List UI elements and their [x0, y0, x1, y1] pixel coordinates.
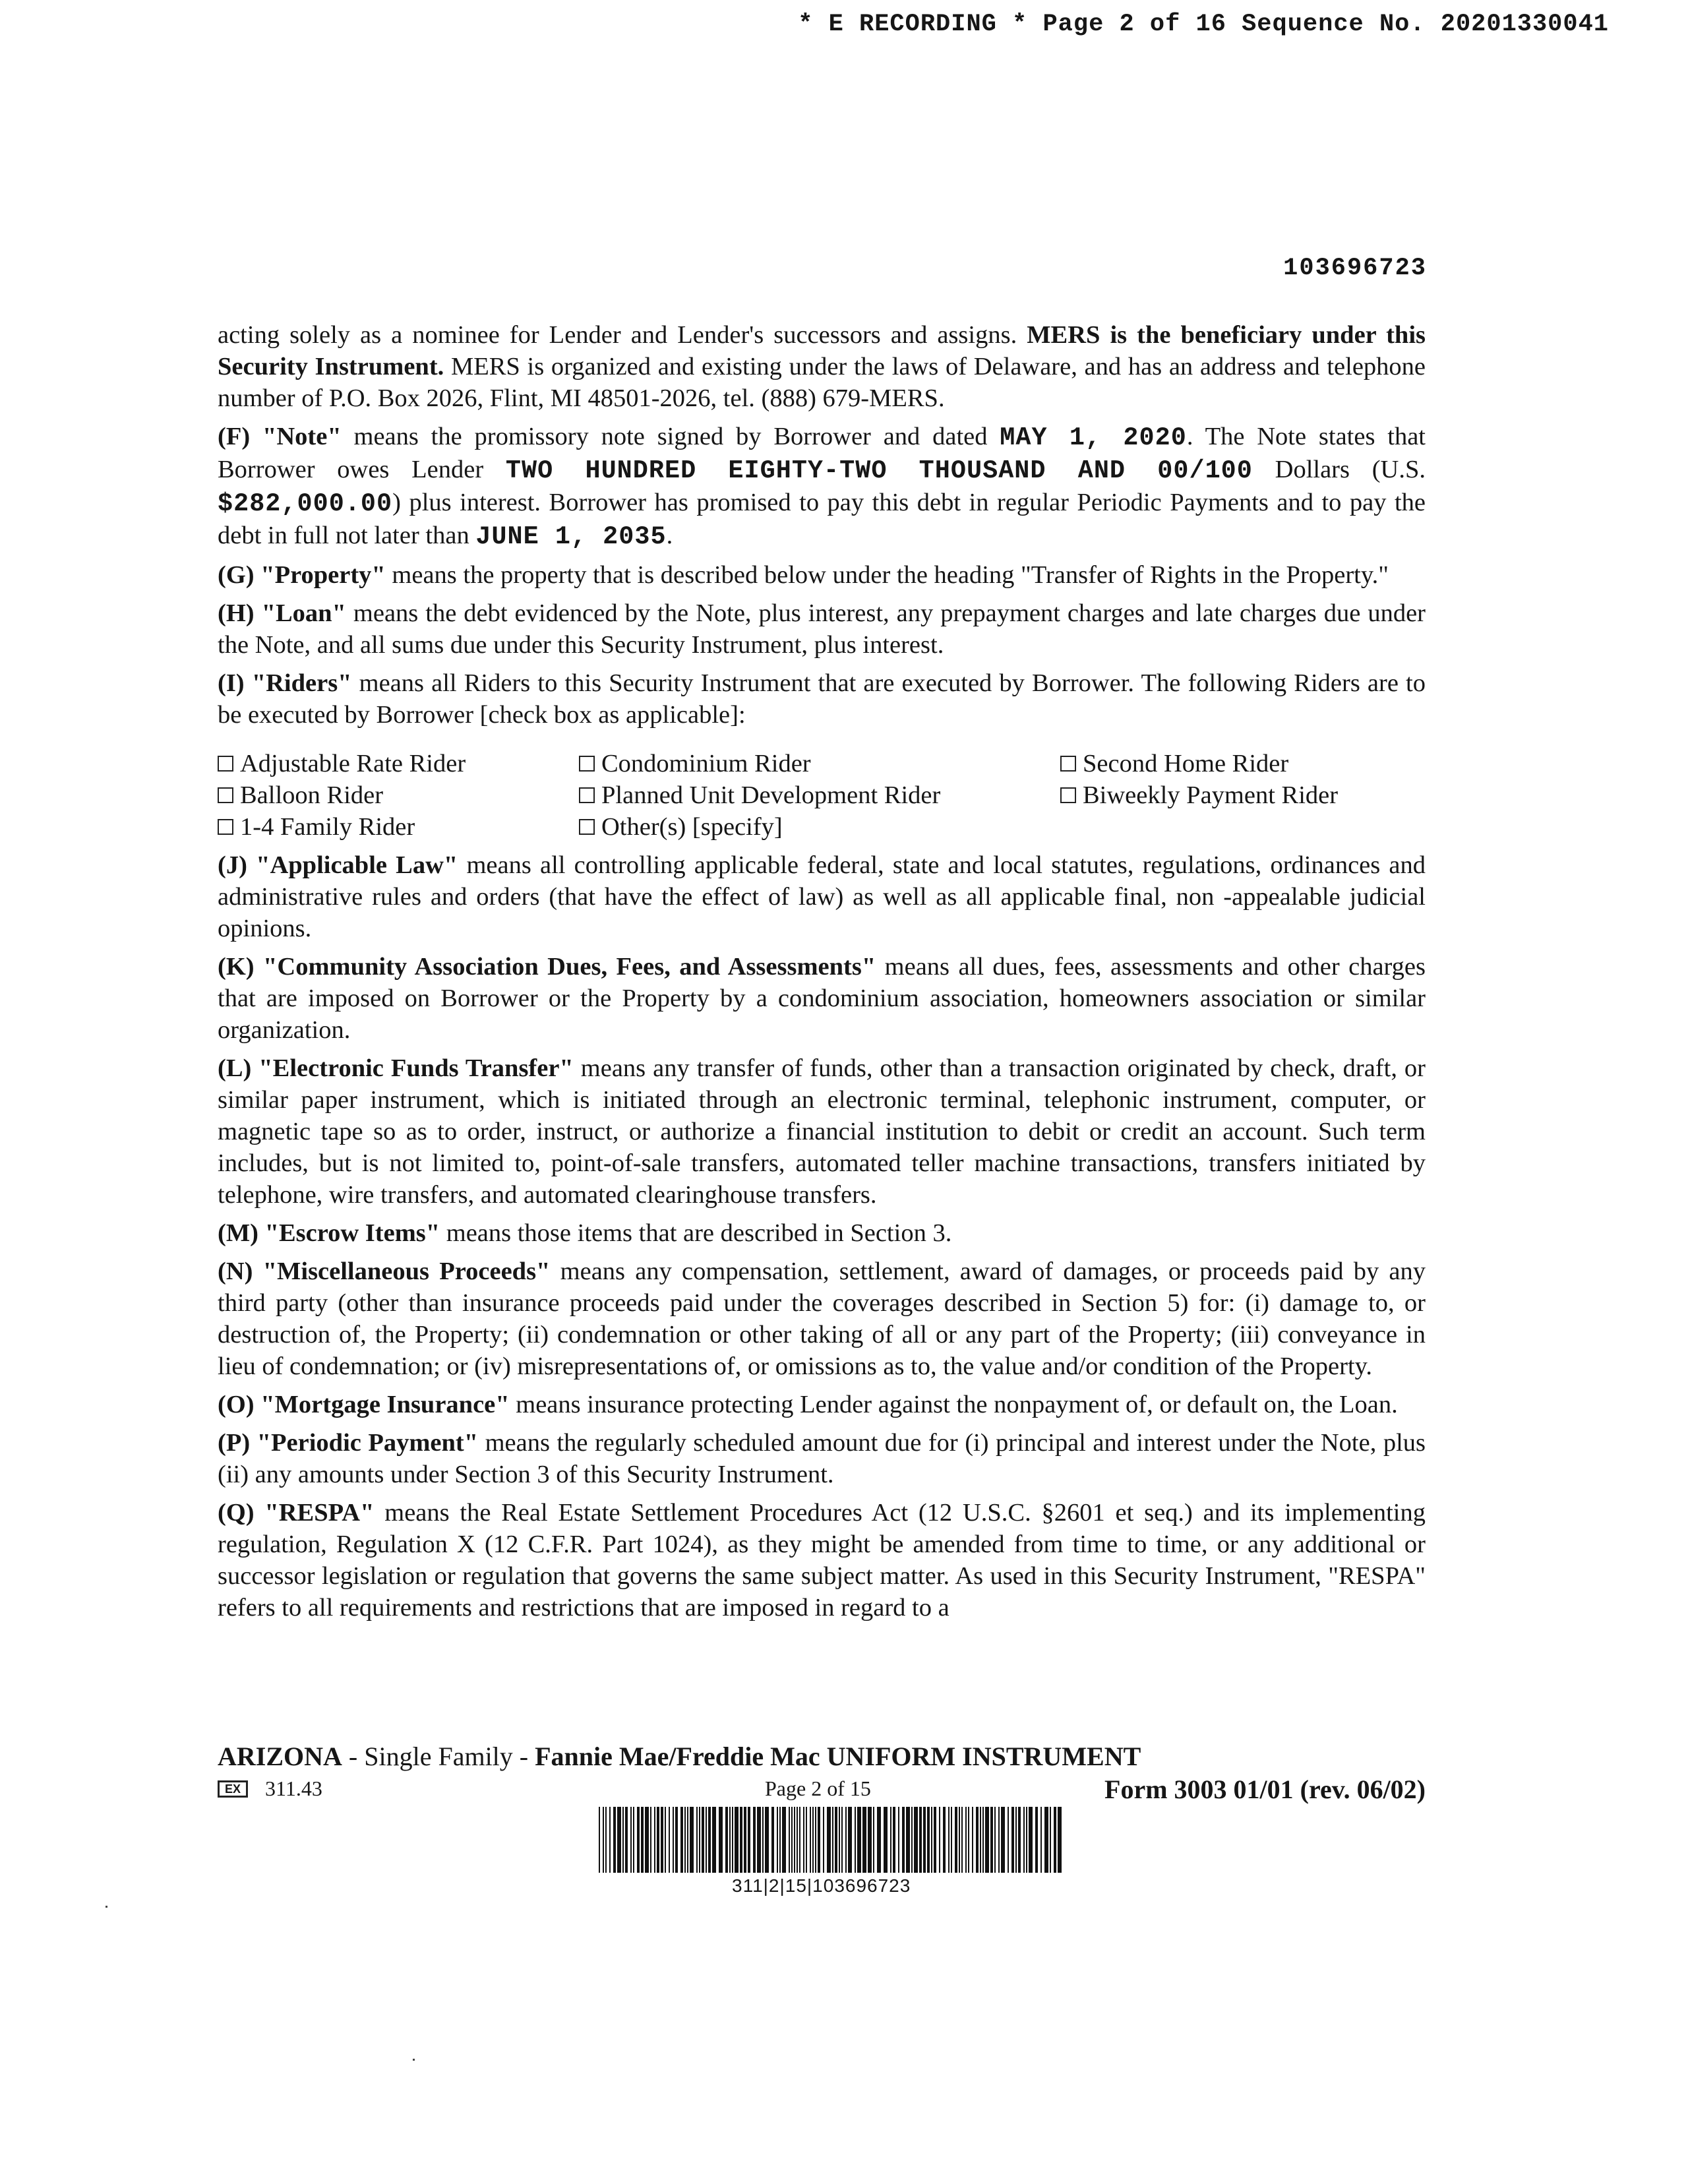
barcode-bar [911, 1807, 913, 1873]
barcode-bar [687, 1807, 688, 1873]
barcode-bar [1050, 1807, 1051, 1873]
barcode-bar [732, 1807, 733, 1873]
barcode-bar [980, 1807, 981, 1873]
paragraph-misc-proceeds [218, 1256, 1426, 1382]
barcode-bar [633, 1807, 634, 1873]
barcode-bar [617, 1807, 621, 1873]
barcode-bar [898, 1807, 899, 1873]
barcode-bar [1040, 1807, 1042, 1873]
checkbox-empty-icon[interactable] [218, 756, 233, 772]
rider-planned-unit-development[interactable] [579, 779, 1060, 811]
paragraph-loan [218, 597, 1426, 661]
paragraph-escrow-items [218, 1217, 1426, 1249]
paragraph-periodic-payment [218, 1427, 1426, 1490]
barcode-bar [740, 1807, 742, 1873]
barcode-bar [696, 1807, 698, 1873]
rider-others[interactable] [579, 811, 1060, 843]
paragraph-mortgage-insurance [218, 1389, 1426, 1420]
barcode-bar [1008, 1807, 1009, 1873]
barcode-bar [777, 1807, 778, 1873]
barcode [599, 1807, 1062, 1873]
rider-label: Other(s) [specify] [601, 813, 783, 841]
barcode-bar [948, 1807, 950, 1873]
barcode-bar [794, 1807, 795, 1873]
intro-text: acting solely as a nominee for Lender and Lender's successors and assigns. [218, 321, 1027, 349]
barcode-bar [998, 1807, 1000, 1873]
barcode-bar [845, 1807, 847, 1873]
rider-1-4-family[interactable] [218, 811, 579, 843]
barcode-bar [665, 1807, 666, 1873]
rider-adjustable-rate[interactable] [218, 748, 579, 779]
definition-text: means the regularly scheduled amount due for (i) principal and interest under the Note, plus (ii) any amounts under Section 3 of this Security Instrument. [218, 1429, 1426, 1488]
barcode-bar [782, 1807, 786, 1873]
barcode-bar [931, 1807, 932, 1873]
rider-balloon[interactable] [218, 779, 579, 811]
barcode-bar [675, 1807, 678, 1873]
note-text: ) plus interest. Borrower has promised to pay this debt in regular Periodic Payments and to pay the debt in full not later than [218, 489, 1426, 549]
barcode-bar [823, 1807, 824, 1873]
barcode-bar [1011, 1807, 1014, 1873]
paragraph-community-dues [218, 951, 1426, 1046]
definition-text: means any compensation, settlement, award of damages, or proceeds paid by any third party (other than insurance proceeds paid under the coverages described in Section 5) for: (i) damage to, or destruction of, the Property; (ii) condemnation or other taking of all or any part of the Property; (iii) conveyance in lieu of condemnation; or (iv) misrepresentations of, or omissions as to, the value and/or condition of the Property. [218, 1258, 1426, 1380]
rider-label: Second Home Rider [1083, 750, 1289, 777]
barcode-bar [1018, 1807, 1021, 1873]
barcode-bar [725, 1807, 728, 1873]
barcode-bar [779, 1807, 781, 1873]
barcode-bar [1054, 1807, 1056, 1873]
checkbox-empty-icon[interactable] [218, 787, 233, 803]
barcode-bar [855, 1807, 856, 1873]
barcode-bar [661, 1807, 663, 1873]
rider-label: Balloon Rider [240, 781, 384, 809]
rider-second-home[interactable] [1060, 748, 1426, 779]
loan-number: 103696723 [1283, 255, 1427, 282]
barcode-bar [835, 1807, 837, 1873]
definition-text: means those items that are described in Section 3. [440, 1219, 952, 1247]
barcode-bar [630, 1807, 632, 1873]
barcode-bar [1001, 1807, 1005, 1873]
paragraph-eft [218, 1052, 1426, 1211]
barcode-bar [884, 1807, 888, 1873]
barcode-bar [827, 1807, 831, 1873]
barcode-bar [748, 1807, 750, 1873]
barcode-bar [951, 1807, 952, 1873]
barcode-bar [735, 1807, 738, 1873]
barcode-bar [622, 1807, 624, 1873]
barcode-bar [972, 1807, 973, 1873]
barcode-bar [868, 1807, 872, 1873]
barcode-bar [906, 1807, 910, 1873]
barcode-bar [961, 1807, 963, 1873]
note-text: Dollars (U.S. [1252, 456, 1426, 483]
barcode-bar [893, 1807, 895, 1873]
form-code: 311.43 [265, 1776, 322, 1800]
barcode-bar [990, 1807, 993, 1873]
barcode-bar [1015, 1807, 1017, 1873]
barcode-bar [690, 1807, 694, 1873]
barcode-bar [654, 1807, 655, 1873]
barcode-bar [645, 1807, 649, 1873]
barcode-bar [994, 1807, 996, 1873]
barcode-bar [976, 1807, 979, 1873]
barcode-bar [839, 1807, 840, 1873]
checkbox-empty-icon[interactable] [218, 819, 233, 835]
barcode-bar [914, 1807, 918, 1873]
barcode-bar [943, 1807, 946, 1873]
rider-label: Condominium Rider [601, 750, 811, 777]
rider-label: Planned Unit Development Rider [601, 781, 941, 809]
rider-label: 1-4 Family Rider [240, 813, 415, 841]
barcode-bar [669, 1807, 670, 1873]
barcode-bar [684, 1807, 686, 1873]
rider-condominium[interactable] [579, 748, 1060, 779]
barcode-bar [939, 1807, 940, 1873]
rider-label: Adjustable Rate Rider [240, 750, 466, 777]
definition-text: means all dues, fees, assessments and other charges that are imposed on Borrower or the Property by a condominium association, homeowners association or similar organization. [218, 953, 1426, 1044]
term-eft: (L) "Electronic Funds Transfer" [218, 1054, 574, 1082]
barcode-bar [625, 1807, 628, 1873]
scan-speck [106, 1906, 107, 1908]
note-text: . The Note states that Borrower owes Lender [218, 423, 1426, 483]
rider-label: Biweekly Payment Rider [1083, 781, 1339, 809]
form-number: Form 3003 01/01 (rev. 06/02) [1104, 1774, 1426, 1804]
paragraph-note [218, 421, 1426, 553]
barcode-bar [729, 1807, 731, 1873]
barcode-bar [862, 1807, 866, 1873]
term-property: (G) "Property" [218, 561, 386, 589]
footer-state: ARIZONA [218, 1742, 342, 1771]
rider-biweekly-payment[interactable] [1060, 779, 1426, 811]
barcode-bar [841, 1807, 843, 1873]
barcode-bar [1035, 1807, 1038, 1873]
barcode-bar [890, 1807, 891, 1873]
paragraph-property [218, 559, 1426, 591]
barcode-bar [609, 1807, 611, 1873]
barcode-bar [934, 1807, 936, 1873]
barcode-bar [815, 1807, 816, 1873]
definition-text: means the Real Estate Settlement Procedures Act (12 U.S.C. §2601 et seq.) and its implementing regulation, Regulation X (12 C.F.R. Part 1024), as they might be amended from time to time, or any additional or successor legislation or regulation that governs the same subject matter. As used in this Security Instrument, "RESPA" refers to all requirements and restrictions that are imposed in regard to a [218, 1499, 1426, 1622]
barcode-bar [765, 1807, 769, 1873]
barcode-bar [613, 1807, 616, 1873]
footer-title [218, 1741, 1141, 1772]
barcode-bar [968, 1807, 969, 1873]
barcode-bar [603, 1807, 604, 1873]
barcode-bar [791, 1807, 793, 1873]
mers-address-text: MERS is organized and existing under the laws of Delaware, and has an address and telephone number of P.O. Box 2026, Flint, MI 48501-2026, tel. (888) 679-MERS. [218, 353, 1426, 412]
barcode-bar [959, 1807, 960, 1873]
barcode-bar [799, 1807, 800, 1873]
term-escrow-items: (M) "Escrow Items" [218, 1219, 440, 1247]
barcode-bar [982, 1807, 984, 1873]
barcode-bar [789, 1807, 790, 1873]
page-number: Page 2 of 15 [765, 1776, 871, 1800]
term-respa: (Q) "RESPA" [218, 1499, 375, 1527]
barcode-bar [1029, 1807, 1033, 1873]
barcode-bar [753, 1807, 756, 1873]
recording-header: * E RECORDING * Page 2 of 16 Sequence No. 20201330041 [798, 11, 1609, 38]
barcode-bar [806, 1807, 807, 1873]
barcode-bar [965, 1807, 967, 1873]
barcode-bar [923, 1807, 926, 1873]
term-applicable-law: (J) "Applicable Law" [218, 851, 458, 879]
barcode-bar [708, 1807, 711, 1873]
barcode-bar [657, 1807, 659, 1873]
barcode-bar [818, 1807, 820, 1873]
note-date: MAY 1, 2020 [1000, 423, 1187, 452]
definition-text: means the property that is described below under the heading "Transfer of Rights in the Property." [385, 561, 1389, 589]
barcode-bar [1023, 1807, 1025, 1873]
checkbox-empty-icon[interactable] [579, 819, 595, 835]
barcode-bar [919, 1807, 922, 1873]
maturity-date: JUNE 1, 2035 [475, 522, 667, 551]
paragraph-respa [218, 1497, 1426, 1623]
definition-text: means insurance protecting Lender against the nonpayment of, or default on, the Loan. [509, 1391, 1398, 1418]
barcode-bar [650, 1807, 651, 1873]
term-periodic-payment: (P) "Periodic Payment" [218, 1429, 479, 1457]
barcode-bar [812, 1807, 814, 1873]
barcode-bar [680, 1807, 683, 1873]
paragraph-applicable-law [218, 849, 1426, 944]
term-note: (F) "Note" [218, 423, 342, 450]
barcode-bar [832, 1807, 833, 1873]
barcode-bar [873, 1807, 874, 1873]
note-text: means the promissory note signed by Borrower and dated [341, 423, 1000, 450]
barcode-bar [599, 1807, 600, 1873]
barcode-bar [712, 1807, 716, 1873]
riders-checklist [218, 748, 1426, 843]
checkbox-empty-icon[interactable] [579, 787, 595, 803]
barcode-bar [719, 1807, 723, 1873]
mers-beneficiary-text: MERS is the beneficiary under this Security Instrument. [218, 321, 1426, 380]
footer-uniform-instrument: Fannie Mae/Freddie Mac UNIFORM INSTRUMENT [535, 1742, 1141, 1771]
barcode-bar [771, 1807, 774, 1873]
checkbox-empty-icon[interactable] [1060, 756, 1076, 772]
ex-logo-icon: EX [218, 1780, 248, 1798]
definition-text: means all Riders to this Security Instrument that are executed by Borrower. The following Riders are to be executed by Borrower [check box as applicable]: [218, 669, 1426, 729]
barcode-bar [762, 1807, 764, 1873]
barcode-bar [699, 1807, 700, 1873]
definition-text: means the debt evidenced by the Note, plus interest, any prepayment charges and late charges due under the Note, and all sums due under this Security Instrument, plus interest. [218, 599, 1426, 659]
definition-text: means all controlling applicable federal, state and local statutes, regulations, ordinances and administrative rules and orders (that have the effect of law) as well as all applicable final, non -appealable judicial opinions. [218, 851, 1426, 942]
barcode-bar [702, 1807, 704, 1873]
loan-amount-words: TWO HUNDRED EIGHTY-TWO THOUSAND AND 00/100 [505, 456, 1253, 485]
term-loan: (H) "Loan" [218, 599, 346, 627]
document-body [218, 319, 1426, 1630]
paragraph-riders [218, 667, 1426, 731]
barcode-bar [985, 1807, 989, 1873]
barcode-bar [744, 1807, 746, 1873]
definition-text: means any transfer of funds, other than a transaction originated by check, draft, or similar paper instrument, which is initiated through an electronic terminal, telephonic instrument, computer, or magnetic tape so as to order, instruct, or authorize a financial institution to debit or credit an account. Such term includes, but is not limited to, point-of-sale transfers, automated teller machine transactions, transfers initiated by telephone, wire transfers, and automated clearinghouse transfers. [218, 1054, 1426, 1209]
scan-speck [413, 2059, 415, 2061]
barcode-bar [605, 1807, 607, 1873]
loan-amount: $282,000.00 [218, 489, 393, 518]
barcode-bar [848, 1807, 852, 1873]
checkbox-empty-icon[interactable] [579, 756, 595, 772]
barcode-bar [673, 1807, 674, 1873]
footer-text: - Single Family - [342, 1742, 535, 1771]
barcode-bar [757, 1807, 761, 1873]
note-text: . [666, 522, 673, 549]
barcode-bar [857, 1807, 861, 1873]
barcode-bar [810, 1807, 811, 1873]
barcode-bar [641, 1807, 644, 1873]
barcode-bar [803, 1807, 804, 1873]
term-misc-proceeds: (N) "Miscellaneous Proceeds" [218, 1258, 551, 1285]
barcode-bar [902, 1807, 905, 1873]
barcode-text: 311|2|15|103696723 [732, 1875, 911, 1896]
term-riders: (I) "Riders" [218, 669, 352, 697]
term-community-dues: (K) "Community Association Dues, Fees, and Assessments" [218, 953, 876, 981]
term-mortgage-insurance: (O) "Mortgage Insurance" [218, 1391, 510, 1418]
checkbox-empty-icon[interactable] [1060, 787, 1076, 803]
barcode-bar [1058, 1807, 1062, 1873]
barcode-bar [877, 1807, 881, 1873]
barcode-bar [1044, 1807, 1048, 1873]
barcode-bar [955, 1807, 957, 1873]
barcode-bar [637, 1807, 640, 1873]
barcode-bar [927, 1807, 930, 1873]
paragraph-intro [218, 319, 1426, 414]
barcode-bar [797, 1807, 798, 1873]
barcode-bar [1026, 1807, 1027, 1873]
barcode-bar [706, 1807, 707, 1873]
